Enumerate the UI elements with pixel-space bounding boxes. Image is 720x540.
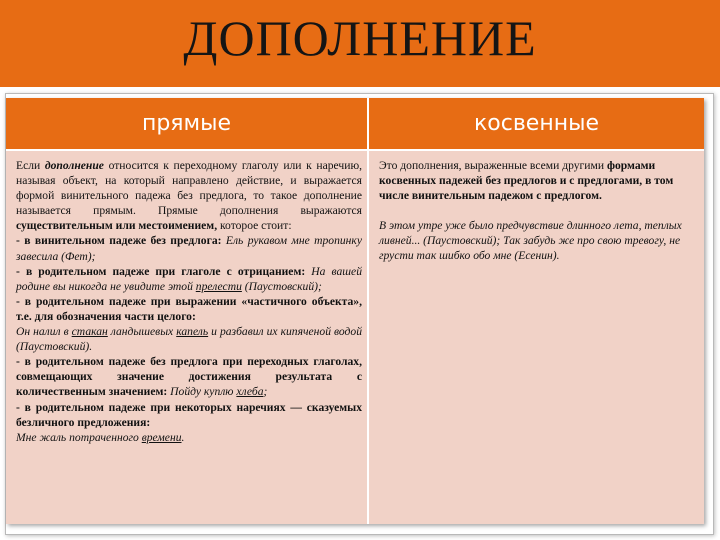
rule-accusative: - в винительном падеже без предлога: Ель рукавом мне тропинку завесила (Фет);	[16, 234, 362, 263]
indirect-object-cell	[369, 151, 704, 524]
header-indirect: косвенные	[369, 98, 704, 151]
comparison-table	[6, 98, 704, 524]
slide-title: ДОПОЛНЕНИЕ	[183, 10, 537, 66]
rule-adverb-predicate: - в родительном падеже при некоторых наречиях — сказуемых безличного предложения:	[16, 400, 362, 429]
rule-quantitative: - в родительном падеже без предлога при переходных глаголах, совмещающих значение достижения результата с количественным значением: Пойду куплю хлеба;	[16, 355, 362, 399]
example-partial-object: Он налил в стакан ландышевых капель и разбавил их кипяченой водой (Паустовский).	[16, 325, 362, 354]
rule-genitive-negation: - в родительном падеже при глаголе с отрицанием: На вашей родине вы никогда не увидите этой прелести (Паустовский);	[16, 264, 362, 293]
indirect-definition: Это дополнения, выраженные всеми другими формами косвенных падежей без предлогов и с предлогами, в том числе винительным падежом с предлогом.	[379, 159, 674, 203]
indirect-example: В этом утре уже было предчувствие длинного лета, теплых ливней... (Паустовский); Так забудь же про свою тревогу, не грусти так шибко обо мне (Есенин).	[379, 219, 682, 263]
header-direct: прямые	[6, 98, 369, 151]
rule-partial-object: - в родительном падеже при выражении «частичного объекта», т.е. для обозначения части целого:	[16, 294, 362, 323]
example-adverb-predicate: Мне жаль потраченного времени.	[16, 430, 185, 444]
paragraph-gap	[379, 203, 696, 218]
direct-object-cell	[6, 151, 369, 524]
direct-definition: Если дополнение относится к переходному глаголу или к наречию, называя объект, на который направлено действие, и выражается формой винительного падежа без предлога, то такое дополнение называется прямым. Прямые дополнения выражаются существительным или местоимением, которое стоит:	[16, 159, 362, 233]
